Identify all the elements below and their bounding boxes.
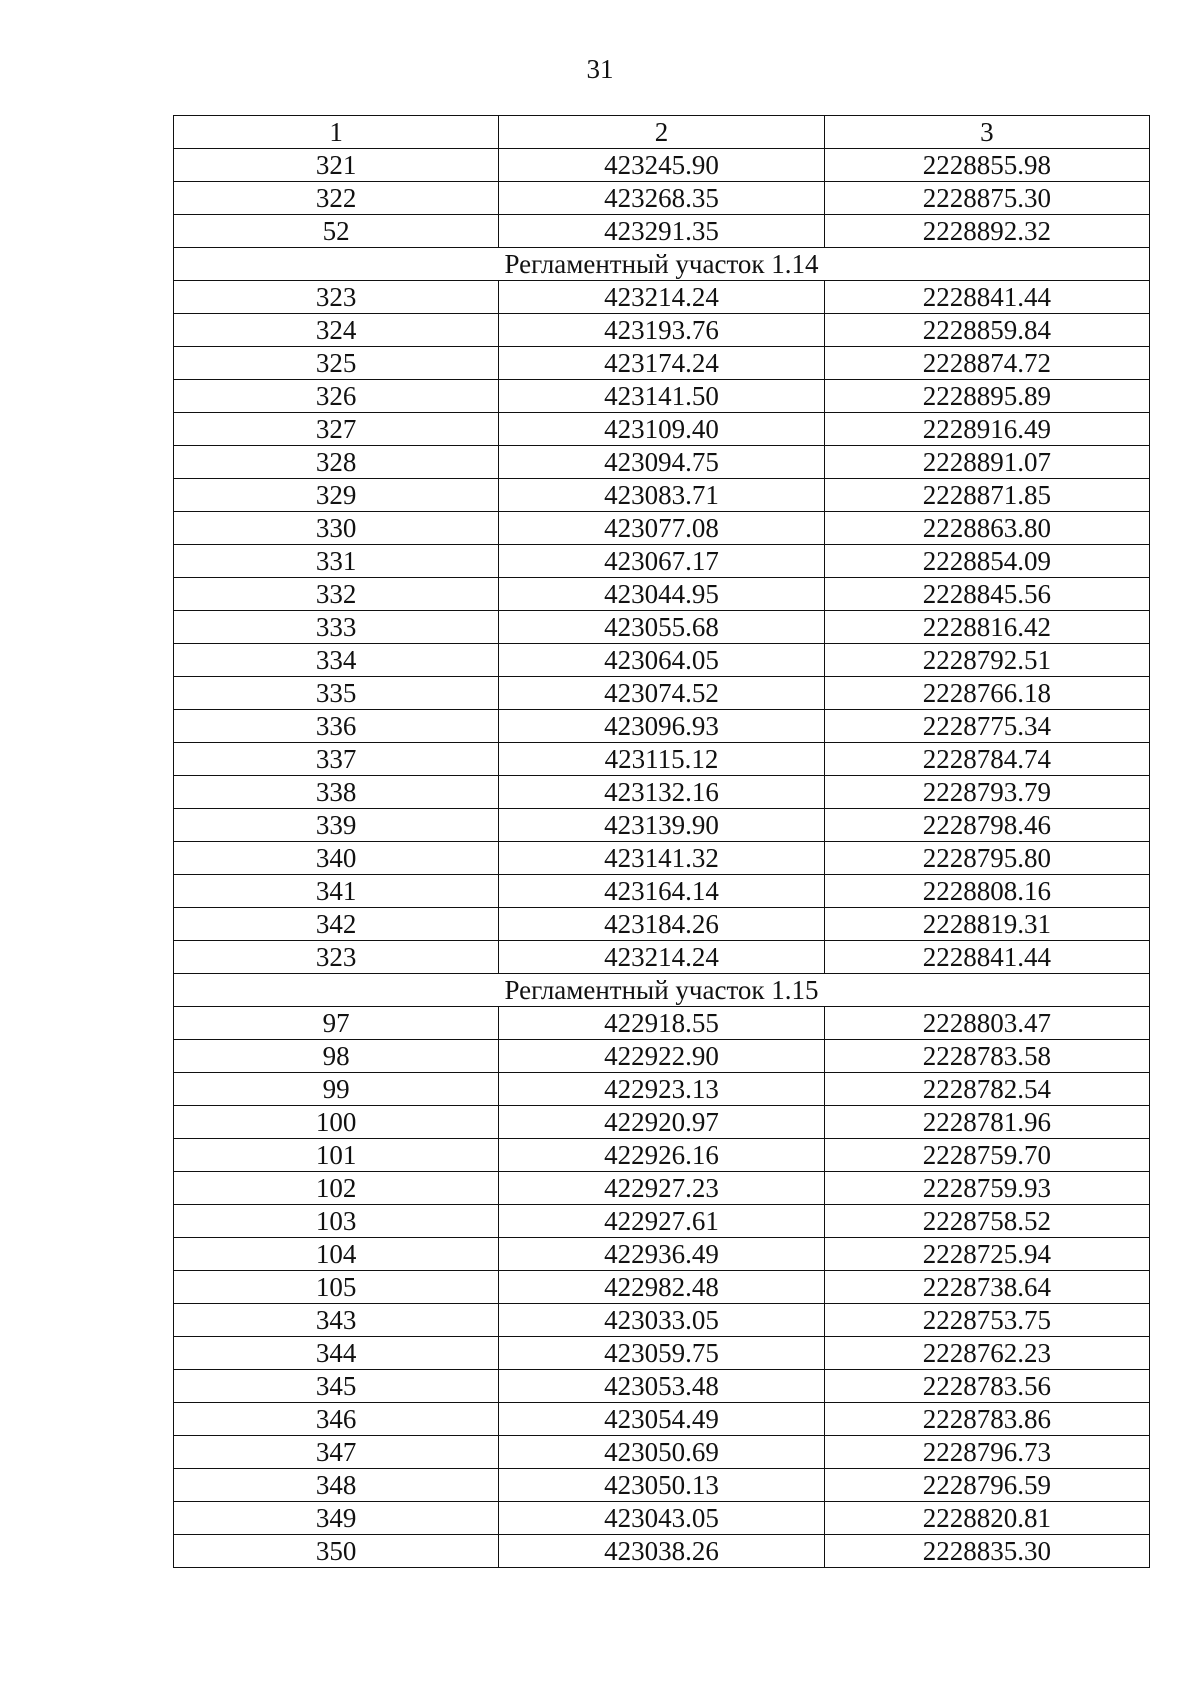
x-coordinate-cell: 423141.50	[499, 380, 824, 413]
point-number-cell: 100	[174, 1106, 499, 1139]
x-coordinate-cell: 423050.13	[499, 1469, 824, 1502]
table-row	[174, 1271, 1150, 1304]
table-row	[174, 1370, 1150, 1403]
point-number-cell: 344	[174, 1337, 499, 1370]
x-coordinate-cell: 423174.24	[499, 347, 824, 380]
y-coordinate-cell: 2228796.73	[824, 1436, 1149, 1469]
y-coordinate-cell: 2228854.09	[824, 545, 1149, 578]
table-row	[174, 149, 1150, 182]
x-coordinate-cell: 422918.55	[499, 1007, 824, 1040]
page-number: 31	[586, 54, 614, 84]
table-header-row	[174, 116, 1150, 149]
table-row	[174, 1337, 1150, 1370]
y-coordinate-cell: 2228855.98	[824, 149, 1149, 182]
y-coordinate-cell: 2228753.75	[824, 1304, 1149, 1337]
table-row	[174, 1139, 1150, 1172]
x-coordinate-cell: 423083.71	[499, 479, 824, 512]
x-coordinate-cell: 423050.69	[499, 1436, 824, 1469]
x-coordinate-cell: 423214.24	[499, 281, 824, 314]
x-coordinate-cell: 422927.61	[499, 1205, 824, 1238]
table-row	[174, 182, 1150, 215]
point-number-cell: 98	[174, 1040, 499, 1073]
point-number-cell: 99	[174, 1073, 499, 1106]
y-coordinate-cell: 2228783.56	[824, 1370, 1149, 1403]
x-coordinate-cell: 423033.05	[499, 1304, 824, 1337]
table-row	[174, 347, 1150, 380]
table-row	[174, 479, 1150, 512]
x-coordinate-cell: 422923.13	[499, 1073, 824, 1106]
y-coordinate-cell: 2228781.96	[824, 1106, 1149, 1139]
x-coordinate-cell: 423064.05	[499, 644, 824, 677]
table-row	[174, 446, 1150, 479]
point-number-cell: 328	[174, 446, 499, 479]
point-number-cell: 343	[174, 1304, 499, 1337]
table-row	[174, 743, 1150, 776]
point-number-cell: 330	[174, 512, 499, 545]
x-coordinate-cell: 423115.12	[499, 743, 824, 776]
point-number-cell: 323	[174, 941, 499, 974]
y-coordinate-cell: 2228798.46	[824, 809, 1149, 842]
y-coordinate-cell: 2228783.58	[824, 1040, 1149, 1073]
table-row	[174, 1073, 1150, 1106]
y-coordinate-cell: 2228796.59	[824, 1469, 1149, 1502]
x-coordinate-cell: 423096.93	[499, 710, 824, 743]
section-heading-row	[174, 974, 1150, 1007]
x-coordinate-cell: 423245.90	[499, 149, 824, 182]
point-number-cell: 332	[174, 578, 499, 611]
x-coordinate-cell: 423094.75	[499, 446, 824, 479]
x-coordinate-cell: 422936.49	[499, 1238, 824, 1271]
x-coordinate-cell: 423132.16	[499, 776, 824, 809]
x-coordinate-cell: 422927.23	[499, 1172, 824, 1205]
x-coordinate-cell: 422982.48	[499, 1271, 824, 1304]
x-coordinate-cell: 423055.68	[499, 611, 824, 644]
point-number-cell: 326	[174, 380, 499, 413]
table-row	[174, 314, 1150, 347]
y-coordinate-cell: 2228783.86	[824, 1403, 1149, 1436]
x-coordinate-cell: 422922.90	[499, 1040, 824, 1073]
x-coordinate-cell: 423193.76	[499, 314, 824, 347]
table-row	[174, 215, 1150, 248]
point-number-cell: 336	[174, 710, 499, 743]
y-coordinate-cell: 2228835.30	[824, 1535, 1149, 1568]
y-coordinate-cell: 2228871.85	[824, 479, 1149, 512]
header-cell-3: 3	[824, 116, 1149, 149]
x-coordinate-cell: 423109.40	[499, 413, 824, 446]
point-number-cell: 334	[174, 644, 499, 677]
y-coordinate-cell: 2228762.23	[824, 1337, 1149, 1370]
y-coordinate-cell: 2228793.79	[824, 776, 1149, 809]
y-coordinate-cell: 2228795.80	[824, 842, 1149, 875]
point-number-cell: 329	[174, 479, 499, 512]
coordinates-table-body	[174, 116, 1150, 1568]
point-number-cell: 333	[174, 611, 499, 644]
x-coordinate-cell: 423139.90	[499, 809, 824, 842]
point-number-cell: 321	[174, 149, 499, 182]
point-number-cell: 339	[174, 809, 499, 842]
x-coordinate-cell: 423184.26	[499, 908, 824, 941]
table-row	[174, 1304, 1150, 1337]
point-number-cell: 348	[174, 1469, 499, 1502]
point-number-cell: 104	[174, 1238, 499, 1271]
x-coordinate-cell: 423053.48	[499, 1370, 824, 1403]
table-row	[174, 710, 1150, 743]
table-row	[174, 644, 1150, 677]
table-row	[174, 1436, 1150, 1469]
point-number-cell: 347	[174, 1436, 499, 1469]
point-number-cell: 327	[174, 413, 499, 446]
y-coordinate-cell: 2228816.42	[824, 611, 1149, 644]
x-coordinate-cell: 423038.26	[499, 1535, 824, 1568]
section-title: Регламентный участок 1.15	[174, 974, 1150, 1007]
table-row	[174, 1535, 1150, 1568]
x-coordinate-cell: 423077.08	[499, 512, 824, 545]
point-number-cell: 325	[174, 347, 499, 380]
point-number-cell: 101	[174, 1139, 499, 1172]
table-row	[174, 281, 1150, 314]
y-coordinate-cell: 2228895.89	[824, 380, 1149, 413]
point-number-cell: 342	[174, 908, 499, 941]
y-coordinate-cell: 2228845.56	[824, 578, 1149, 611]
point-number-cell: 340	[174, 842, 499, 875]
x-coordinate-cell: 423074.52	[499, 677, 824, 710]
table-row	[174, 545, 1150, 578]
x-coordinate-cell: 423054.49	[499, 1403, 824, 1436]
point-number-cell: 331	[174, 545, 499, 578]
y-coordinate-cell: 2228891.07	[824, 446, 1149, 479]
table-row	[174, 413, 1150, 446]
point-number-cell: 341	[174, 875, 499, 908]
table-row	[174, 776, 1150, 809]
x-coordinate-cell: 423291.35	[499, 215, 824, 248]
table-row	[174, 1172, 1150, 1205]
y-coordinate-cell: 2228775.34	[824, 710, 1149, 743]
y-coordinate-cell: 2228874.72	[824, 347, 1149, 380]
x-coordinate-cell: 423141.32	[499, 842, 824, 875]
coordinates-table	[173, 115, 1150, 1568]
point-number-cell: 324	[174, 314, 499, 347]
table-row	[174, 1238, 1150, 1271]
table-row	[174, 842, 1150, 875]
table-row	[174, 677, 1150, 710]
table-row	[174, 1469, 1150, 1502]
x-coordinate-cell: 422920.97	[499, 1106, 824, 1139]
point-number-cell: 323	[174, 281, 499, 314]
x-coordinate-cell: 423067.17	[499, 545, 824, 578]
y-coordinate-cell: 2228782.54	[824, 1073, 1149, 1106]
y-coordinate-cell: 2228759.70	[824, 1139, 1149, 1172]
section-heading-row	[174, 248, 1150, 281]
table-row	[174, 1403, 1150, 1436]
header-cell-1: 1	[174, 116, 499, 149]
y-coordinate-cell: 2228766.18	[824, 677, 1149, 710]
x-coordinate-cell: 423044.95	[499, 578, 824, 611]
point-number-cell: 322	[174, 182, 499, 215]
x-coordinate-cell: 423214.24	[499, 941, 824, 974]
y-coordinate-cell: 2228738.64	[824, 1271, 1149, 1304]
table-row	[174, 875, 1150, 908]
point-number-cell: 97	[174, 1007, 499, 1040]
y-coordinate-cell: 2228892.32	[824, 215, 1149, 248]
table-row	[174, 380, 1150, 413]
y-coordinate-cell: 2228803.47	[824, 1007, 1149, 1040]
x-coordinate-cell: 422926.16	[499, 1139, 824, 1172]
point-number-cell: 52	[174, 215, 499, 248]
y-coordinate-cell: 2228820.81	[824, 1502, 1149, 1535]
y-coordinate-cell: 2228792.51	[824, 644, 1149, 677]
y-coordinate-cell: 2228759.93	[824, 1172, 1149, 1205]
y-coordinate-cell: 2228841.44	[824, 941, 1149, 974]
point-number-cell: 337	[174, 743, 499, 776]
table-row	[174, 941, 1150, 974]
x-coordinate-cell: 423268.35	[499, 182, 824, 215]
table-row	[174, 908, 1150, 941]
x-coordinate-cell: 423164.14	[499, 875, 824, 908]
y-coordinate-cell: 2228725.94	[824, 1238, 1149, 1271]
y-coordinate-cell: 2228875.30	[824, 182, 1149, 215]
section-title: Регламентный участок 1.14	[174, 248, 1150, 281]
y-coordinate-cell: 2228916.49	[824, 413, 1149, 446]
table-row	[174, 809, 1150, 842]
point-number-cell: 102	[174, 1172, 499, 1205]
point-number-cell: 345	[174, 1370, 499, 1403]
table-row	[174, 578, 1150, 611]
point-number-cell: 335	[174, 677, 499, 710]
y-coordinate-cell: 2228808.16	[824, 875, 1149, 908]
table-row	[174, 512, 1150, 545]
point-number-cell: 338	[174, 776, 499, 809]
y-coordinate-cell: 2228863.80	[824, 512, 1149, 545]
table-row	[174, 1040, 1150, 1073]
table-row	[174, 1502, 1150, 1535]
header-cell-2: 2	[499, 116, 824, 149]
y-coordinate-cell: 2228758.52	[824, 1205, 1149, 1238]
table-row	[174, 1205, 1150, 1238]
table-row	[174, 611, 1150, 644]
y-coordinate-cell: 2228819.31	[824, 908, 1149, 941]
table-row	[174, 1007, 1150, 1040]
point-number-cell: 350	[174, 1535, 499, 1568]
point-number-cell: 103	[174, 1205, 499, 1238]
y-coordinate-cell: 2228784.74	[824, 743, 1149, 776]
point-number-cell: 346	[174, 1403, 499, 1436]
y-coordinate-cell: 2228841.44	[824, 281, 1149, 314]
table-row	[174, 1106, 1150, 1139]
y-coordinate-cell: 2228859.84	[824, 314, 1149, 347]
x-coordinate-cell: 423059.75	[499, 1337, 824, 1370]
point-number-cell: 105	[174, 1271, 499, 1304]
point-number-cell: 349	[174, 1502, 499, 1535]
x-coordinate-cell: 423043.05	[499, 1502, 824, 1535]
